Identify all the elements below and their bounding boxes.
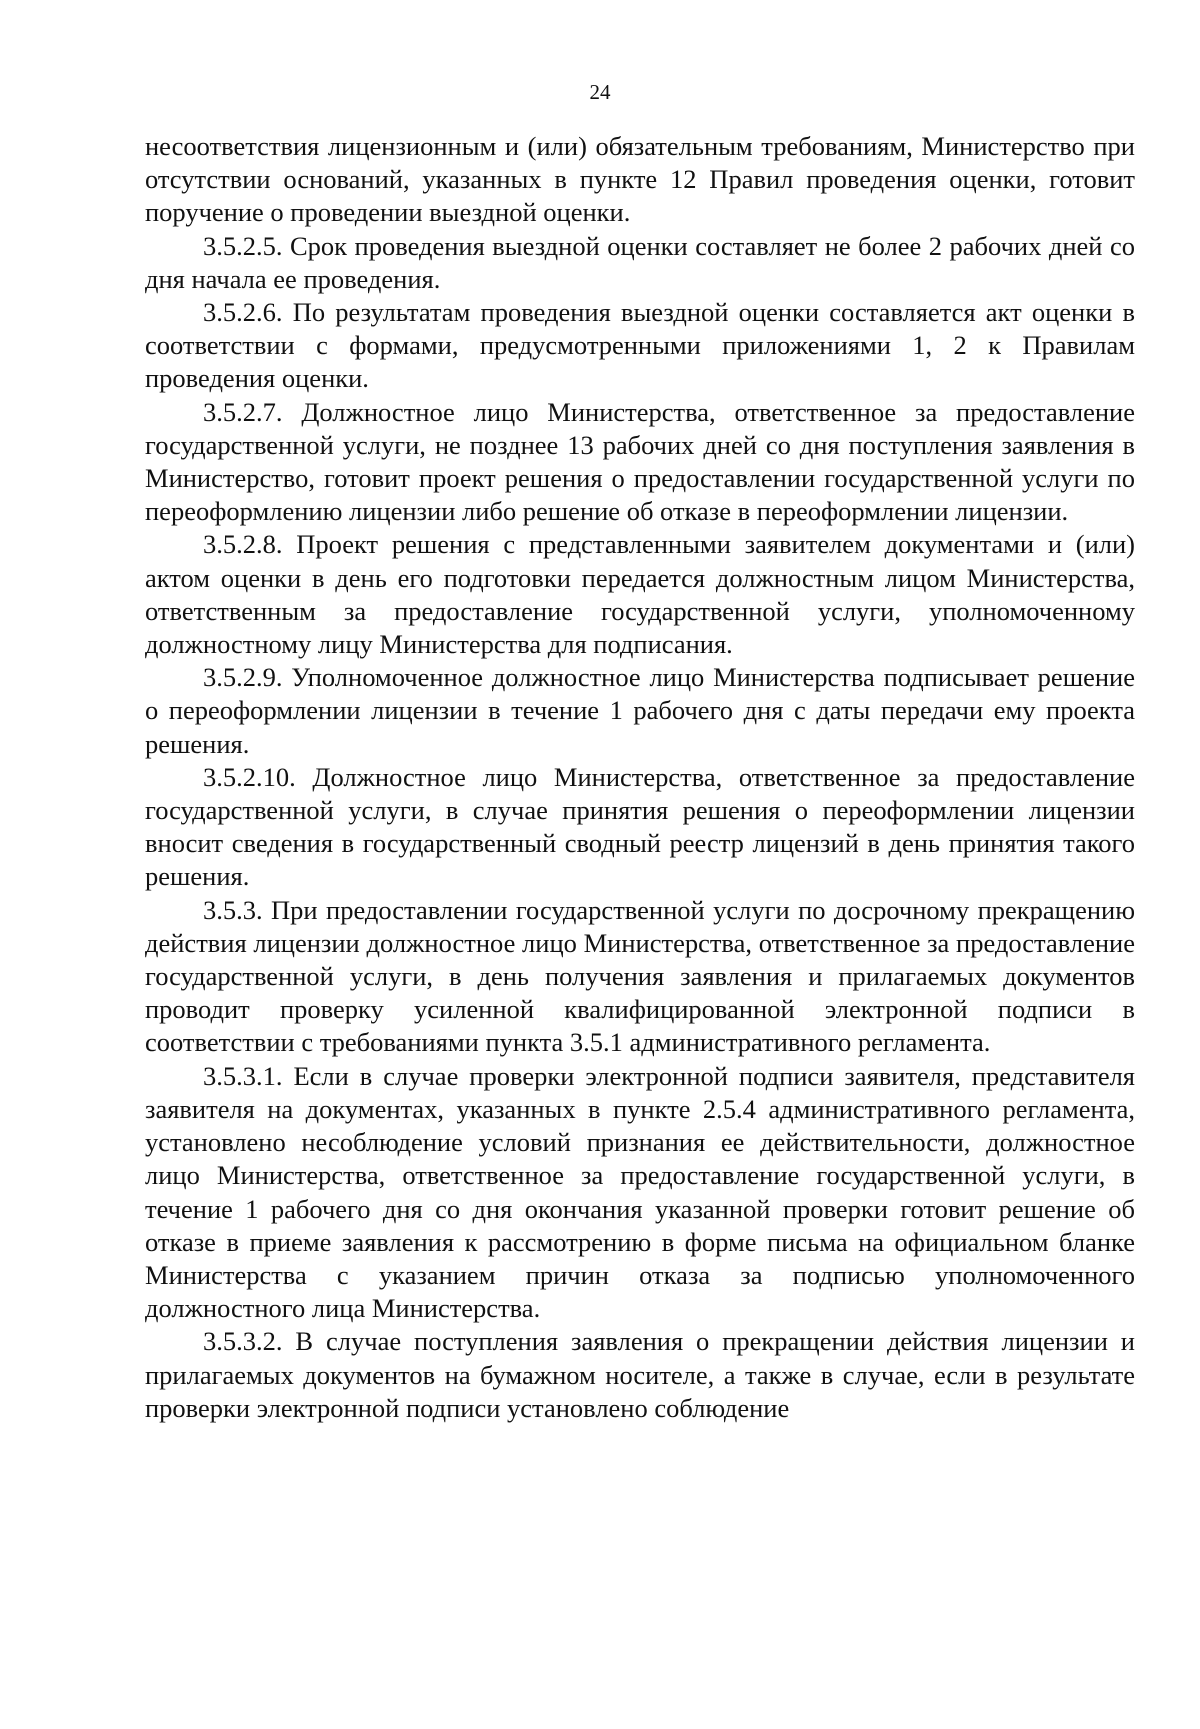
document-body [145,130,1135,1425]
paragraph-3-5-2-5: 3.5.2.5. Срок проведения выездной оценки составляет не более 2 рабочих дней со дня начала ее проведения. [145,230,1135,294]
paragraph-3-5-2-9: 3.5.2.9. Уполномоченное должностное лицо Министерства подписывает решение о переоформлении лицензии в течение 1 рабочего дня с даты передачи ему проекта решения. [145,662,1135,759]
paragraph-3-5-2-6: 3.5.2.6. По результатам проведения выездной оценки составляется акт оценки в соответствии с формами, предусмотренными приложениями 1, 2 к Правилам проведения оценки. [145,297,1135,394]
paragraph-3-5-3: 3.5.3. При предоставлении государственной услуги по досрочному прекращению действия лицензии должностное лицо Министерства, ответственное за предоставление государственной услуги, в день получения заявления и прилагаемых документов проводит проверку усиленной квалифицированной электронной подписи в соответствии с требованиями пункта 3.5.1 административного регламента. [145,894,1135,1058]
paragraph-3-5-3-2: 3.5.3.2. В случае поступления заявления о прекращении действия лицензии и прилагаемых документов на бумажном носителе, а также в случае, если в результате проверки электронной подписи установлено соблюдение [145,1326,1135,1423]
paragraph-3-5-3-1: 3.5.3.1. Если в случае проверки электронной подписи заявителя, представителя заявителя на документах, указанных в пункте 2.5.4 административного регламента, установлено несоблюдение условий признания ее действительности, должностное лицо Министерства, ответственное за предоставление государственной услуги, в течение 1 рабочего дня со дня окончания указанной проверки готовит решение об отказе в приеме заявления к рассмотрению в форме письма на официальном бланке Министерства с указанием причин отказа за подписью уполномоченного должностного лица Министерства. [145,1060,1135,1324]
paragraph-3-5-2-7: 3.5.2.7. Должностное лицо Министерства, ответственное за предоставление государственной услуги, не позднее 13 рабочих дней со дня поступления заявления в Министерство, готовит проект решения о предоставлении государственной услуги по переоформлению лицензии либо решение об отказе в переоформлении лицензии. [145,396,1135,527]
paragraph-continuation: несоответствия лицензионным и (или) обязательным требованиям, Министерство при отсутствии оснований, указанных в пункте 12 Правил проведения оценки, готовит поручение о проведении выездной оценки. [145,131,1135,228]
paragraph-3-5-2-8: 3.5.2.8. Проект решения с представленными заявителем документами и (или) актом оценки в день его подготовки передается должностным лицом Министерства, ответственным за предоставление государственной услуги, уполномоченному должностному лицу Министерства для подписания. [145,529,1135,660]
paragraph-3-5-2-10: 3.5.2.10. Должностное лицо Министерства, ответственное за предоставление государственной услуги, в случае принятия решения о переоформлении лицензии вносит сведения в государственный сводный реестр лицензий в день принятия такого решения. [145,761,1135,892]
page-number: 24 [589,80,611,104]
